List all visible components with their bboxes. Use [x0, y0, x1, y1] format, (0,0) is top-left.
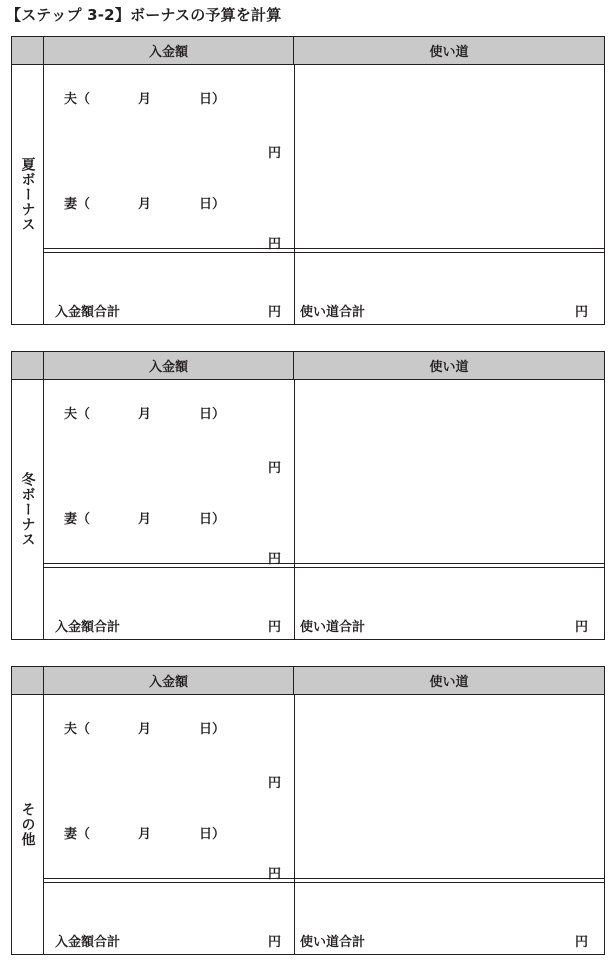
husband-yen-label: 円 — [268, 776, 282, 791]
section-label — [12, 380, 44, 639]
usage-total-label: 使い道合計 — [300, 305, 366, 320]
wife-day-label: 日） — [199, 197, 226, 212]
wife-month-label: 月 — [138, 827, 152, 842]
husband-yen-label: 円 — [268, 146, 282, 161]
wife-day-label: 日） — [199, 827, 226, 842]
wife-label: 妻（ — [64, 827, 91, 842]
husband-day-label: 日） — [199, 407, 226, 422]
husband-day-label: 日） — [199, 92, 226, 107]
husband-yen-label: 円 — [268, 461, 282, 476]
total-divider — [44, 248, 604, 253]
wife-label: 妻（ — [64, 197, 91, 212]
husband-month-label: 月 — [138, 407, 152, 422]
husband-month-label: 月 — [138, 722, 152, 737]
header-corner — [12, 352, 44, 380]
section-name: 夏ボーナス — [19, 157, 36, 232]
income-total-yen: 円 — [268, 305, 282, 320]
wife-day-label: 日） — [199, 512, 226, 527]
wife-yen-label: 円 — [268, 867, 282, 882]
winter-bonus-table — [11, 351, 605, 640]
income-total-label: 入金額合計 — [55, 935, 121, 950]
income-header: 入金額 — [44, 352, 294, 380]
usage-total-yen: 円 — [575, 305, 589, 320]
usage-header: 使い道 — [294, 667, 604, 695]
usage-total-yen: 円 — [575, 935, 589, 950]
wife-label: 妻（ — [64, 512, 91, 527]
summer-bonus-table — [11, 36, 605, 325]
section-label — [12, 695, 44, 954]
page-title: 【ステップ 3-2】ボーナスの予算を計算 — [6, 6, 282, 24]
header-corner — [12, 37, 44, 65]
income-total-label: 入金額合計 — [55, 305, 121, 320]
income-header: 入金額 — [44, 37, 294, 65]
usage-total-yen: 円 — [575, 620, 589, 635]
section-name: 冬ボーナス — [19, 472, 36, 547]
usage-total-label: 使い道合計 — [300, 620, 366, 635]
income-header: 入金額 — [44, 667, 294, 695]
total-divider — [44, 878, 604, 883]
income-total-yen: 円 — [268, 935, 282, 950]
usage-total-label: 使い道合計 — [300, 935, 366, 950]
section-name: その他 — [19, 802, 36, 847]
wife-month-label: 月 — [138, 197, 152, 212]
other-bonus-table — [11, 666, 605, 955]
wife-yen-label: 円 — [268, 552, 282, 567]
wife-yen-label: 円 — [268, 237, 282, 252]
income-total-label: 入金額合計 — [55, 620, 121, 635]
husband-label: 夫（ — [64, 722, 91, 737]
total-divider — [44, 563, 604, 568]
husband-label: 夫（ — [64, 407, 91, 422]
usage-header: 使い道 — [294, 37, 604, 65]
usage-header: 使い道 — [294, 352, 604, 380]
wife-month-label: 月 — [138, 512, 152, 527]
husband-day-label: 日） — [199, 722, 226, 737]
section-label — [12, 65, 44, 324]
husband-month-label: 月 — [138, 92, 152, 107]
husband-label: 夫（ — [64, 92, 91, 107]
header-corner — [12, 667, 44, 695]
income-total-yen: 円 — [268, 620, 282, 635]
